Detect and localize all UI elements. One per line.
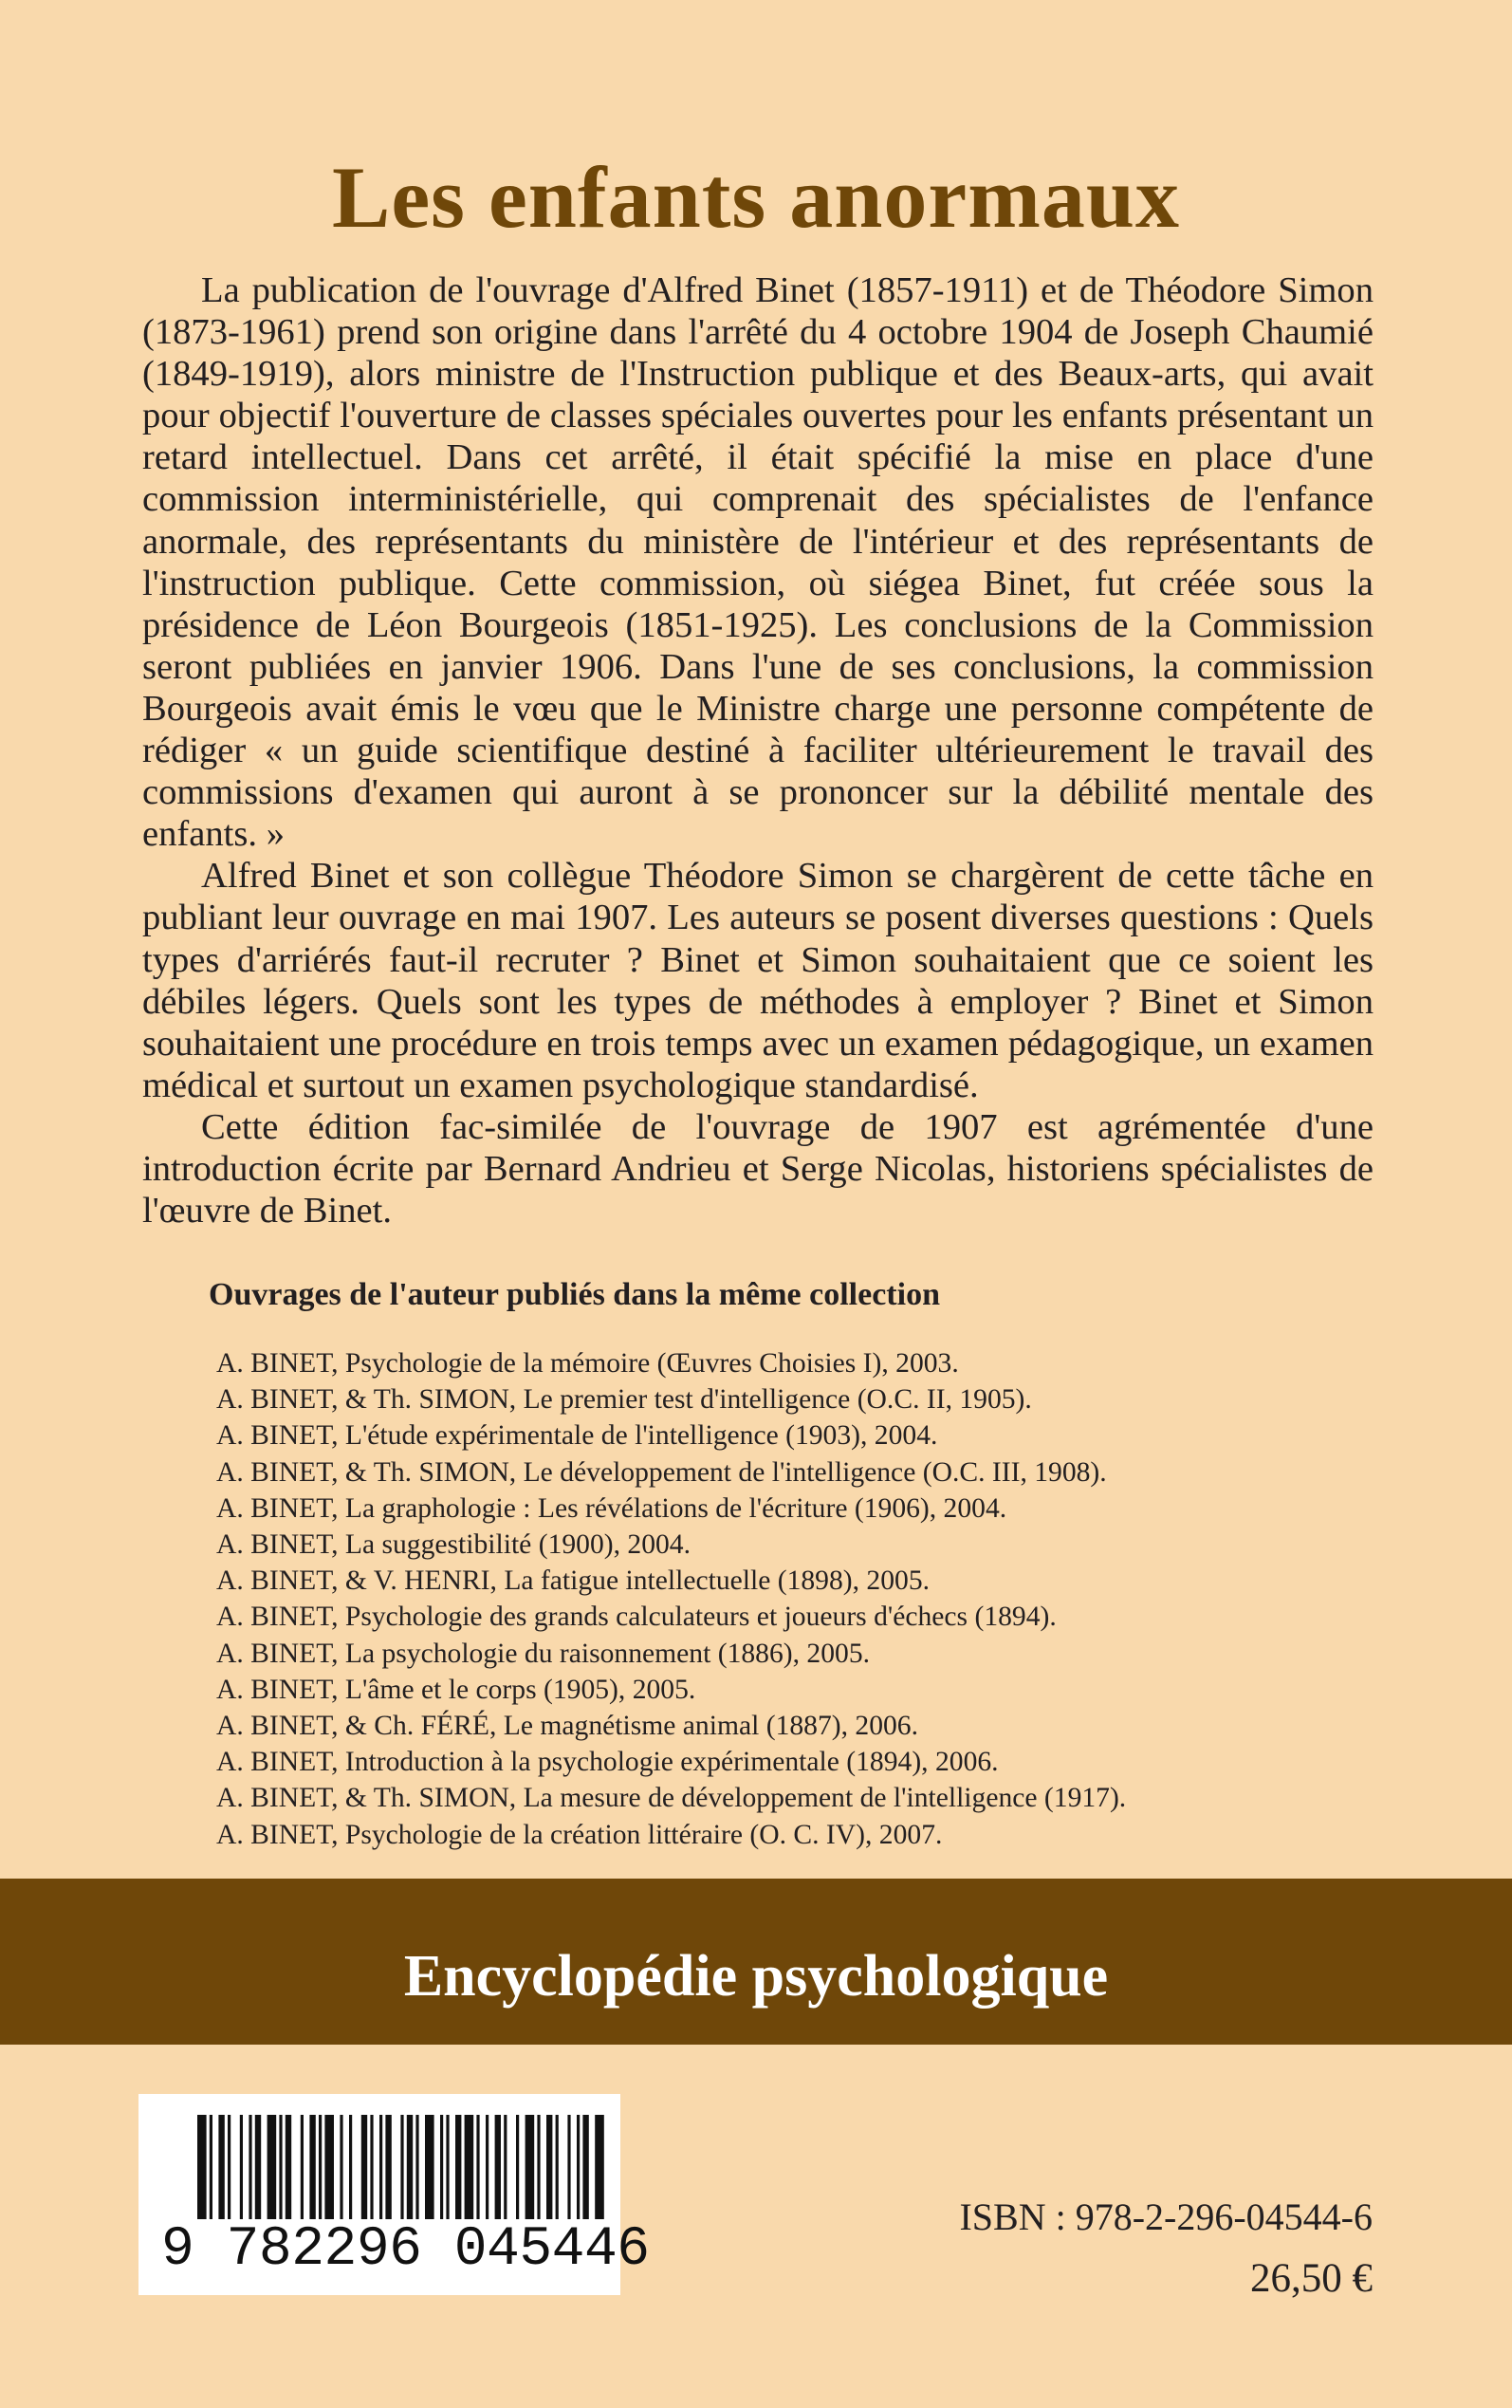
barcode-bar [197,2115,207,2219]
barcode-bar [279,2115,282,2219]
barcode-bar [516,2115,519,2219]
works-heading: Ouvrages de l'auteur publiés dans la même collection [209,1277,940,1312]
blurb-paragraph: Alfred Binet et son collègue Théodore Simon se chargèrent de cette tâche en publiant leur ouvrage en mai 1907. Les auteurs se posent diverses questions : Quels types d'arriérés faut-il recruter ? Binet et Simon souhaitaient que ce soient les débiles légers. Quels sont les types de méthodes à employer ? Binet et Simon souhaitaient une procédure en trois temps avec un examen pédagogique, un examen médical et surtout un examen psychologique standardisé. [142,856,1374,1105]
list-item: A. BINET, La psychologie du raisonnement (1886), 2005. [216,1638,871,1669]
barcode-bar [446,2115,449,2219]
barcode-bar [595,2115,604,2219]
book-title: Les enfants anormaux [331,148,1181,246]
barcode-bar [267,2115,277,2219]
barcode [138,2094,650,2295]
barcode-bar [400,2115,403,2219]
list-item: A. BINET, L'étude expérimentale de l'intelligence (1903), 2004. [216,1420,938,1452]
barcode-bar [301,2115,304,2219]
barcode-bar [361,2115,367,2219]
barcode-bar [218,2115,224,2219]
list-item: A. BINET, & Th. SIMON, Le premier test d'intelligence (O.C. II, 1905). [216,1384,1032,1416]
barcode-bar [476,2115,479,2219]
barcode-bar [415,2115,418,2219]
barcode-bar [228,2115,230,2219]
barcode-bar [582,2115,588,2219]
barcode-bar [324,2115,334,2219]
barcode-bar [407,2115,413,2219]
barcode-bar [286,2115,291,2219]
barcode-digits: 9 782296 045446 [161,2219,650,2281]
barcode-bar [546,2115,552,2219]
barcode-bar [455,2115,461,2219]
barcode-bar [556,2115,559,2219]
barcode-bar [425,2115,434,2219]
barcode-bar [349,2115,352,2219]
list-item: A. BINET, & Ch. FÉRÉ, Le magnétisme animal (1887), 2006. [216,1711,919,1742]
barcode-bar [340,2115,342,2219]
barcode-bar [440,2115,443,2219]
barcode-bar [465,2115,474,2219]
list-item: A. BINET, La graphologie : Les révélations de l'écriture (1906), 2004. [216,1492,1007,1524]
barcode-bar [486,2115,489,2219]
barcode-bar [319,2115,322,2219]
barcode-bar [309,2115,315,2219]
price: 26,50 € [1250,2256,1373,2301]
barcode-bar [504,2115,507,2219]
isbn: ISBN : 978-2-296-04544-6 [959,2195,1373,2238]
barcode-bar [385,2115,391,2219]
list-item: A. BINET, & Th. SIMON, La mesure de développement de l'intelligence (1917). [216,1783,1127,1814]
barcode-bar [495,2115,501,2219]
barcode-bar [577,2115,580,2219]
barcode-bar [240,2115,243,2219]
list-item: A. BINET, La suggestibilité (1900), 2004. [216,1529,691,1561]
blurb-paragraph: Cette édition fac-similée de l'ouvrage de 1907 est agrémentée d'une introduction écrite par Bernard Andrieu et Serge Nicolas, historiens spécialistes de l'œuvre de Binet. [142,1106,1374,1232]
collection-name: Encyclopédie psychologique [403,1944,1109,2009]
list-item: A. BINET, & V. HENRI, La fatigue intellectuelle (1898), 2005. [216,1565,931,1597]
barcode-bar [210,2115,212,2219]
barcode-bar [537,2115,540,2219]
barcode-bar [526,2115,535,2219]
list-item: A. BINET, Introduction à la psychologie expérimentale (1894), 2006. [216,1747,999,1778]
blurb [142,269,1374,1232]
barcode-bar [255,2115,261,2219]
barcode-bar [567,2115,570,2219]
list-item: A. BINET, L'âme et le corps (1905), 2005. [216,1674,696,1705]
list-item: A. BINET, & Th. SIMON, Le développement de l'intelligence (O.C. III, 1908). [216,1456,1107,1488]
list-item: A. BINET, Psychologie de la création littéraire (O. C. IV), 2007. [216,1819,943,1850]
list-item: A. BINET, Psychologie de la mémoire (Œuvres Choisies I), 2003. [216,1348,959,1379]
list-item: A. BINET, Psychologie des grands calculateurs et joueurs d'échecs (1894). [216,1602,1057,1633]
works-list [216,1345,1126,1853]
barcode-bar [379,2115,382,2219]
blurb-paragraph: La publication de l'ouvrage d'Alfred Binet (1857-1911) et de Théodore Simon (1873-1961) prend son origine dans l'arrêté du 4 octobre 1904 de Joseph Chaumié (1849-1919), alors ministre de l'Instruction publique et des Beaux-arts, qui avait pour objectif l'ouverture de classes spéciales ouvertes pour les enfants présentant un retard intellectuel. Dans cet arrêté, il était spécifié la mise en place d'une commission interministérielle, qui comprenait des spécialistes de l'enfance anormale, des représentants du ministère de l'intérieur et des représentants de l'instruction publique. Cette commission, où siégea Binet, fut créée sous la présidence de Léon Bourgeois (1851-1925). Les conclusions de la Commission seront publiées en janvier 1906. Dans l'une de ses conclusions, la commission Bourgeois avait émis le vœu que le Ministre charge une personne compétente de rédiger « un guide scientifique destiné à faciliter ultérieurement le travail des commissions d'examen qui auront à se prononcer sur la débilité mentale des enfants. » [142,270,1374,855]
barcode-bar [370,2115,373,2219]
barcode-bar [249,2115,251,2219]
